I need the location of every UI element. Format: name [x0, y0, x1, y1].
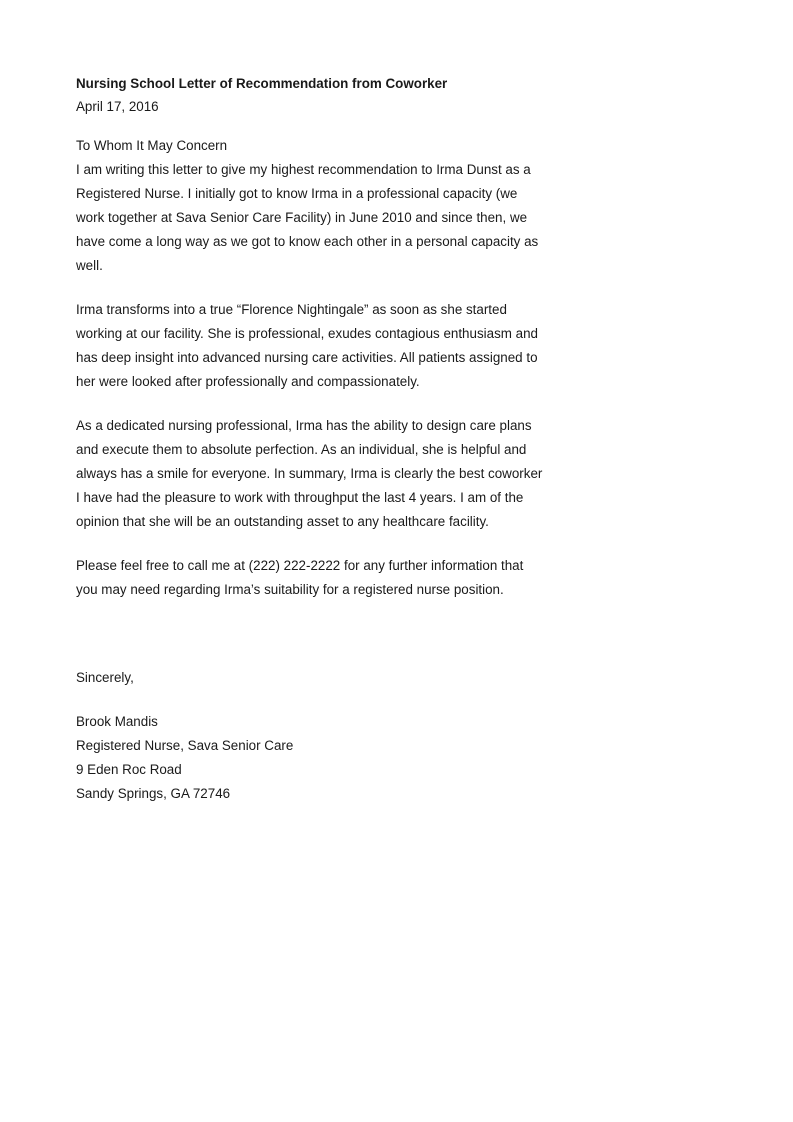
- signer-address-line-1: 9 Eden Roc Road: [76, 762, 182, 777]
- paragraph-line: Registered Nurse. I initially got to know Irma in a professional capacity (we: [76, 186, 518, 201]
- paragraph-line: her were looked after professionally and compassionately.: [76, 374, 420, 389]
- paragraph-4: [76, 554, 576, 602]
- paragraph-spacer: [76, 534, 576, 554]
- signer-address-line-2: Sandy Springs, GA 72746: [76, 786, 231, 801]
- signer-name: Brook Mandis: [76, 714, 158, 729]
- letter-body: [76, 74, 576, 806]
- paragraph-line: well.: [76, 258, 103, 273]
- paragraph-line: work together at Sava Senior Care Facility) in June 2010 and since then, we: [76, 210, 528, 225]
- paragraph-line: has deep insight into advanced nursing care activities. All patients assigned to: [76, 350, 538, 365]
- signature-block: [76, 710, 576, 806]
- paragraph-line: Please feel free to call me at (222) 222-2222 for any further information that: [76, 558, 524, 573]
- paragraph-line: I have had the pleasure to work with throughput the last 4 years. I am of the: [76, 490, 524, 505]
- letter-title: Nursing School Letter of Recommendation from Coworker: [76, 76, 448, 91]
- closing: Sincerely,: [76, 670, 134, 685]
- paragraph-line: working at our facility. She is professional, exudes contagious enthusiasm and: [76, 326, 538, 341]
- paragraph-line: I am writing this letter to give my highest recommendation to Irma Dunst as a: [76, 162, 531, 177]
- paragraph-line: opinion that she will be an outstanding asset to any healthcare facility.: [76, 514, 489, 529]
- paragraph-3: [76, 414, 576, 534]
- paragraph-spacer: [76, 394, 576, 414]
- paragraph-spacer: [76, 278, 576, 298]
- paragraph-line: always has a smile for everyone. In summary, Irma is clearly the best coworker: [76, 466, 543, 481]
- paragraph-1: [76, 158, 576, 278]
- paragraph-line: and execute them to absolute perfection. As an individual, she is helpful and: [76, 442, 527, 457]
- signer-position: Registered Nurse, Sava Senior Care: [76, 738, 294, 753]
- paragraph-line: you may need regarding Irma’s suitability for a registered nurse position.: [76, 582, 504, 597]
- salutation: To Whom It May Concern: [76, 138, 228, 153]
- letter-date: April 17, 2016: [76, 99, 159, 114]
- paragraph-line: have come a long way as we got to know each other in a personal capacity as: [76, 234, 539, 249]
- paragraph-line: As a dedicated nursing professional, Irma has the ability to design care plans: [76, 418, 532, 433]
- paragraph-line: Irma transforms into a true “Florence Nightingale” as soon as she started: [76, 302, 507, 317]
- paragraph-2: [76, 298, 576, 394]
